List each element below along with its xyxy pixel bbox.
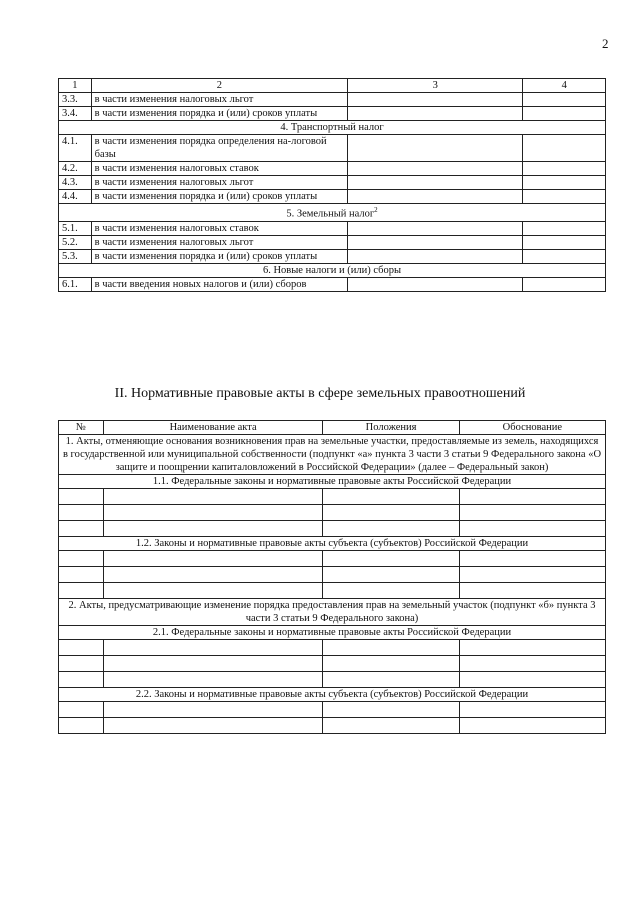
section-row bbox=[59, 537, 606, 551]
empty-cell bbox=[323, 551, 459, 567]
row-number: 3.3. bbox=[59, 93, 92, 107]
table-row bbox=[59, 135, 606, 162]
section-heading: 2. Акты, предусматривающие изменение порядка предоставления прав на земельный участок (подпункт «б» пункта 3 части 3 статьи 9 Федерального закона) bbox=[59, 599, 606, 626]
empty-cell bbox=[348, 249, 523, 263]
empty-row bbox=[59, 640, 606, 656]
table-row bbox=[59, 221, 606, 235]
empty-cell bbox=[459, 521, 605, 537]
empty-cell bbox=[523, 93, 606, 107]
empty-cell bbox=[459, 567, 605, 583]
empty-row bbox=[59, 567, 606, 583]
empty-cell bbox=[59, 656, 104, 672]
empty-cell bbox=[348, 277, 523, 291]
empty-cell bbox=[59, 718, 104, 734]
section-heading bbox=[59, 263, 606, 277]
empty-cell bbox=[459, 551, 605, 567]
table-row bbox=[59, 176, 606, 190]
empty-cell bbox=[59, 640, 104, 656]
section-heading: 1.2. Законы и нормативные правовые акты субъекта (субъектов) Российской Федерации bbox=[59, 537, 606, 551]
table-row bbox=[59, 190, 606, 204]
empty-cell bbox=[348, 135, 523, 162]
empty-cell bbox=[323, 505, 459, 521]
row-number: 3.4. bbox=[59, 107, 92, 121]
empty-cell bbox=[348, 190, 523, 204]
column-header: 1 bbox=[59, 79, 92, 93]
empty-cell bbox=[103, 702, 323, 718]
table-header-row bbox=[59, 79, 606, 93]
table-row bbox=[59, 162, 606, 176]
empty-cell bbox=[59, 702, 104, 718]
row-description: в части изменения порядка и (или) сроков уплаты bbox=[91, 190, 347, 204]
section-row bbox=[59, 204, 606, 222]
empty-row bbox=[59, 521, 606, 537]
section-heading-text: 4. Транспортный налог bbox=[280, 122, 384, 133]
empty-row bbox=[59, 505, 606, 521]
empty-cell bbox=[323, 640, 459, 656]
empty-cell bbox=[323, 718, 459, 734]
empty-row bbox=[59, 656, 606, 672]
section-row bbox=[59, 626, 606, 640]
empty-cell bbox=[348, 162, 523, 176]
row-description: в части изменения налоговых льгот bbox=[91, 235, 347, 249]
empty-cell bbox=[103, 672, 323, 688]
empty-cell bbox=[103, 567, 323, 583]
empty-row bbox=[59, 718, 606, 734]
empty-cell bbox=[523, 277, 606, 291]
row-number: 4.4. bbox=[59, 190, 92, 204]
empty-cell bbox=[523, 221, 606, 235]
empty-cell bbox=[348, 107, 523, 121]
empty-cell bbox=[103, 656, 323, 672]
empty-cell bbox=[59, 567, 104, 583]
section-row bbox=[59, 435, 606, 475]
empty-cell bbox=[103, 718, 323, 734]
empty-cell bbox=[459, 583, 605, 599]
table-row bbox=[59, 93, 606, 107]
empty-row bbox=[59, 672, 606, 688]
empty-cell bbox=[348, 93, 523, 107]
footnote-mark: 2 bbox=[374, 206, 378, 214]
empty-cell bbox=[523, 176, 606, 190]
section-heading bbox=[59, 121, 606, 135]
row-description: в части изменения налоговых льгот bbox=[91, 93, 347, 107]
empty-cell bbox=[523, 235, 606, 249]
empty-cell bbox=[59, 551, 104, 567]
empty-cell bbox=[459, 656, 605, 672]
empty-cell bbox=[323, 583, 459, 599]
empty-cell bbox=[103, 505, 323, 521]
empty-row bbox=[59, 583, 606, 599]
table-row bbox=[59, 277, 606, 291]
tax-changes-table bbox=[58, 78, 606, 292]
empty-cell bbox=[323, 489, 459, 505]
table-row bbox=[59, 249, 606, 263]
empty-cell bbox=[103, 640, 323, 656]
empty-cell bbox=[459, 718, 605, 734]
row-number: 6.1. bbox=[59, 277, 92, 291]
empty-cell bbox=[323, 567, 459, 583]
section-heading-text: 6. Новые налоги и (или) сборы bbox=[262, 264, 402, 276]
page-number: 2 bbox=[602, 36, 609, 51]
row-description: в части изменения налоговых льгот bbox=[91, 176, 347, 190]
row-description: в части изменения порядка определения на-логовой базы bbox=[91, 135, 347, 162]
empty-cell bbox=[523, 162, 606, 176]
empty-row bbox=[59, 551, 606, 567]
empty-cell bbox=[459, 702, 605, 718]
empty-cell bbox=[523, 135, 606, 162]
column-header: 3 bbox=[348, 79, 523, 93]
empty-cell bbox=[323, 656, 459, 672]
row-number: 4.2. bbox=[59, 162, 92, 176]
empty-cell bbox=[523, 249, 606, 263]
section-row bbox=[59, 475, 606, 489]
empty-cell bbox=[523, 190, 606, 204]
row-description: в части введения новых налогов и (или) сборов bbox=[91, 277, 347, 291]
section-heading: 1.1. Федеральные законы и нормативные правовые акты Российской Федерации bbox=[59, 475, 606, 489]
column-header: Наименование акта bbox=[103, 421, 323, 435]
section-heading: 1. Акты, отменяющие основания возникновения прав на земельные участки, предоставляемые из земель, находящихся в государственной или муниципальной собственности (подпункт «а» пункта 3 части 3 статьи 9 Федерального закона «О защите и поощрении капиталовложений в Российской Федерации» (далее – Федеральный закон) bbox=[59, 435, 606, 475]
empty-cell bbox=[103, 583, 323, 599]
row-number: 4.3. bbox=[59, 176, 92, 190]
row-description: в части изменения порядка и (или) сроков уплаты bbox=[91, 249, 347, 263]
row-number: 5.3. bbox=[59, 249, 92, 263]
empty-cell bbox=[59, 521, 104, 537]
section-heading: 2.2. Законы и нормативные правовые акты субъекта (субъектов) Российской Федерации bbox=[59, 688, 606, 702]
empty-cell bbox=[459, 489, 605, 505]
empty-cell bbox=[348, 176, 523, 190]
row-number: 4.1. bbox=[59, 135, 92, 162]
empty-cell bbox=[459, 505, 605, 521]
empty-cell bbox=[59, 505, 104, 521]
empty-cell bbox=[103, 551, 323, 567]
section-row bbox=[59, 121, 606, 135]
row-number: 5.1. bbox=[59, 221, 92, 235]
section-title: II. Нормативные правовые акты в сфере земельных правоотношений bbox=[114, 386, 526, 401]
table-header-row bbox=[59, 421, 606, 435]
section-row bbox=[59, 263, 606, 277]
row-number: 5.2. bbox=[59, 235, 92, 249]
empty-cell bbox=[459, 672, 605, 688]
section-heading bbox=[59, 204, 606, 222]
section-heading-text: 5. Земельный налог bbox=[286, 208, 375, 220]
empty-cell bbox=[59, 583, 104, 599]
column-header: № bbox=[59, 421, 104, 435]
column-header: Положения bbox=[323, 421, 459, 435]
empty-cell bbox=[59, 489, 104, 505]
section-row bbox=[59, 688, 606, 702]
table-row bbox=[59, 235, 606, 249]
empty-cell bbox=[103, 489, 323, 505]
column-header: 2 bbox=[91, 79, 347, 93]
empty-cell bbox=[103, 521, 323, 537]
empty-cell bbox=[323, 521, 459, 537]
empty-cell bbox=[323, 672, 459, 688]
column-header: 4 bbox=[523, 79, 606, 93]
empty-cell bbox=[323, 702, 459, 718]
section-row bbox=[59, 599, 606, 626]
row-description: в части изменения порядка и (или) сроков уплаты bbox=[91, 107, 347, 121]
empty-cell bbox=[59, 672, 104, 688]
row-description: в части изменения налоговых ставок bbox=[91, 221, 347, 235]
empty-cell bbox=[348, 221, 523, 235]
table-row bbox=[59, 107, 606, 121]
section-heading: 2.1. Федеральные законы и нормативные правовые акты Российской Федерации bbox=[59, 626, 606, 640]
land-acts-table bbox=[58, 420, 606, 734]
empty-cell bbox=[459, 640, 605, 656]
row-description: в части изменения налоговых ставок bbox=[91, 162, 347, 176]
empty-cell bbox=[348, 235, 523, 249]
empty-row bbox=[59, 489, 606, 505]
empty-row bbox=[59, 702, 606, 718]
column-header: Обоснование bbox=[459, 421, 605, 435]
empty-cell bbox=[523, 107, 606, 121]
